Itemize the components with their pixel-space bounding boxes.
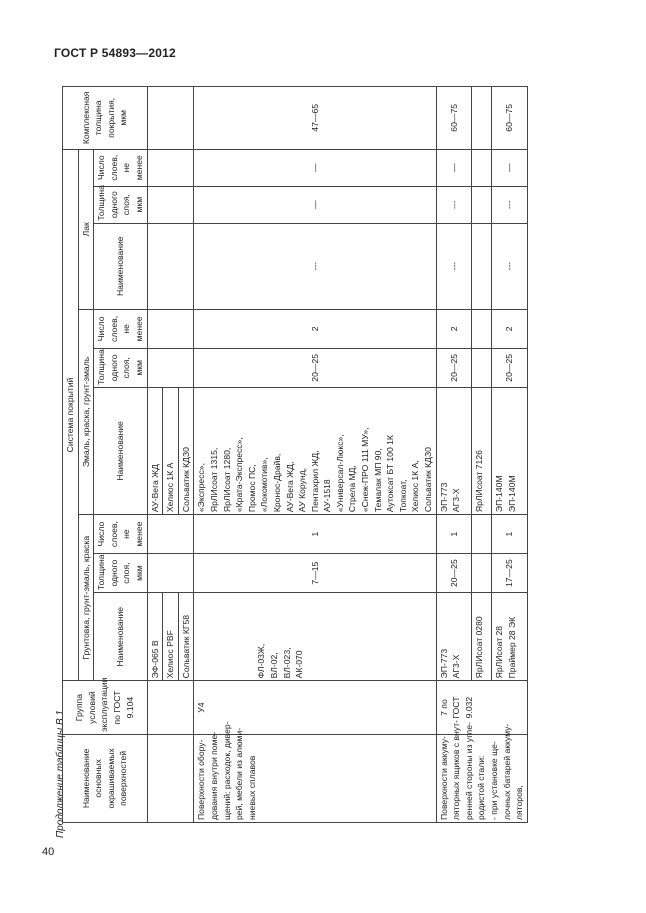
primer-cell: ЯрЛИсоат 0280: [472, 593, 492, 681]
enamel-thickness: 20—25: [492, 348, 528, 387]
lacquer-name: ---: [492, 223, 528, 309]
enamel-cell: Хелиос 1К А: [163, 387, 179, 514]
primer-thickness: 20—25: [436, 554, 472, 593]
primer-cell: ЭП-773 АГ3-Х: [436, 593, 472, 681]
table-row: [147, 87, 163, 823]
surface-cell: Поверхности аккуму- ляторных ящиков с внут- ренней стороны из угле- родистой стали: - при установке ще- лочных батарей аккуму- ляторов,: [436, 734, 527, 822]
primer-cell: ФЛ-03Ж, ВЛ-02, ВЛ-023, АК-070: [194, 593, 436, 681]
header-row-1: [63, 87, 79, 823]
lacquer-thickness: —: [194, 186, 436, 223]
enamel-cell: АУ-Вега ЖД: [147, 387, 163, 514]
lacquer-layers: —: [194, 149, 436, 186]
primer-cell: Хелиос PBF: [163, 593, 179, 681]
enamel-layers: 2: [436, 309, 472, 348]
enamel-cell: ЯрЛИсоат 7126: [472, 387, 492, 514]
col-primer: Грунтовка, грунт-эмаль, краска: [78, 515, 94, 681]
primer-layers: 1: [492, 515, 528, 554]
enamel-name-header: Наименование: [94, 387, 147, 514]
page-number: 40: [42, 846, 55, 858]
coating-systems-table: [62, 86, 528, 823]
complex-thickness: 60—75: [436, 87, 472, 150]
surface-cell: Поверхности обору- дования внутри поме- щений: расходок, дивер- рей, мебели из алюми- ниевых сплавов: [194, 734, 436, 822]
complex-thickness: 60—75: [492, 87, 528, 150]
table-caption: Продолжение таблицы В.1: [55, 710, 66, 838]
lacquer-name: ---: [436, 223, 472, 309]
enamel-layers-header: Число слоев, не менее: [94, 309, 147, 348]
lacquer-layers: —: [436, 149, 472, 186]
lacquer-thickness-header: Толщина одного слоя, мкм: [94, 186, 147, 223]
col-surfaces: Наименование основных окрашиваемых поверхностей: [63, 734, 148, 822]
primer-thickness: 17—25: [492, 554, 528, 593]
primer-layers-header: Число слоев, не менее: [94, 515, 147, 554]
primer-cell: Сольватик КГ58: [178, 593, 194, 681]
enamel-thickness-header: Толщина одного слоя, мкм: [94, 348, 147, 387]
surface-cell: [147, 734, 194, 822]
lacquer-thickness: ---: [436, 186, 472, 223]
table-row: [194, 87, 436, 823]
primer-thickness: 7—15: [194, 554, 436, 593]
enamel-cell: «Экспресс», ЯрЛИсоат 1315, ЯрЛИсоат 1280, «Крата-Экспресс», Промос ПС, «Локомотив», Кронос-Драйв, АУ-Вега ЖД, АУ Корунд, Пентахрил ЖД, АУ-1518 «Универсал-Люкс», Стрела МД, «Снеж-ПРО 111 МУ», Темалак МП 90, Аутоксат БТ 100 1К Топкоат, Хелиос 1К А, Сольватик КДЗ0: [194, 387, 436, 514]
lacquer-thickness: ---: [492, 186, 528, 223]
group-cell: [147, 681, 194, 734]
primer-name-header: Наименование: [94, 593, 147, 681]
enamel-layers: 2: [492, 309, 528, 348]
complex-thickness: 47—65: [194, 87, 436, 150]
enamel-cell: ЭП-773 АГ3-Х: [436, 387, 472, 514]
enamel-cell: Сольватик КДЗ0: [178, 387, 194, 514]
table-area: [62, 86, 599, 823]
col-lacquer: Лак: [78, 149, 94, 309]
document-header: ГОСТ Р 54893—2012: [54, 46, 176, 60]
lacquer-name: ---: [194, 223, 436, 309]
group-cell: У4: [194, 681, 436, 734]
enamel-layers: 2: [194, 309, 436, 348]
enamel-cell: ЭП-140М ЭП-140М: [492, 387, 528, 514]
col-system: Система покрытий: [63, 149, 79, 681]
primer-thickness-header: Толщина одного слоя, мкм: [94, 554, 147, 593]
col-complex: Комплексная толщина покрытия, мкм: [63, 87, 148, 150]
group-cell: 7 по ГОСТ 9.032: [436, 681, 527, 734]
col-group: Группа условий эксплуатации по ГОСТ 9.104: [63, 681, 148, 734]
rotated-table-wrapper: [62, 86, 599, 823]
lacquer-layers: —: [492, 149, 528, 186]
lacquer-layers-header: Число слоев, не менее: [94, 149, 147, 186]
primer-cell: ЯрЛИсоат 28 Праймер 28 ЭК: [492, 593, 528, 681]
primer-cell: ЭФ-065 В: [147, 593, 163, 681]
primer-layers: 1: [436, 515, 472, 554]
enamel-thickness: 20—25: [194, 348, 436, 387]
primer-layers: 1: [194, 515, 436, 554]
table-row: [436, 87, 472, 823]
lacquer-name-header: Наименование: [94, 223, 147, 309]
enamel-thickness: 20—25: [436, 348, 472, 387]
col-enamel: Эмаль, краска, грунт-эмаль: [78, 309, 94, 514]
